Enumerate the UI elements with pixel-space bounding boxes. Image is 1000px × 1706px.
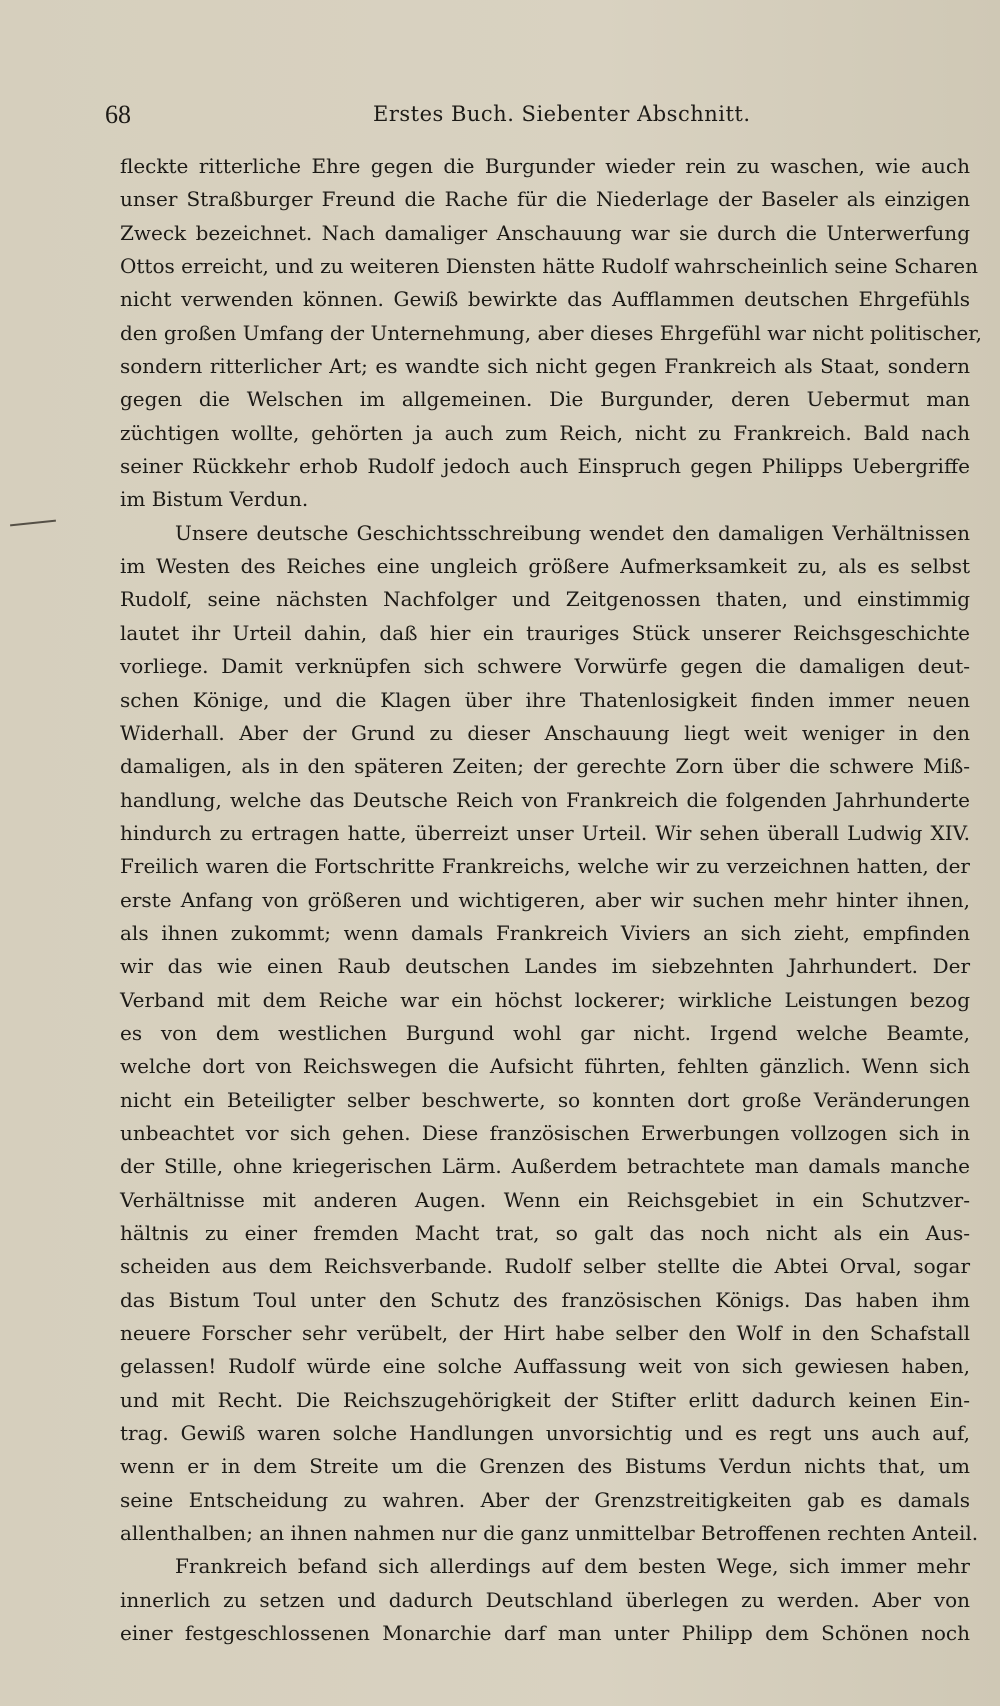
text-line: scheiden aus dem Reichsverbande. Rudolf selber stellte die Abtei Orval, sogar <box>120 1254 970 1279</box>
text-line: gegen die Welschen im allgemeinen. Die Burgunder, deren Uebermut man <box>120 387 970 412</box>
text-line: handlung, welche das Deutsche Reich von Frankreich die folgenden Jahrhunderte <box>120 787 970 812</box>
page-number: 68 <box>105 100 131 129</box>
text-line: schen Könige, und die Klagen über ihre Thatenlosigkeit finden immer neuen <box>120 687 970 712</box>
text-line: innerlich zu setzen und dadurch Deutschland überlegen zu werden. Aber von <box>120 1587 970 1612</box>
text-line: nicht ein Beteiligter selber beschwerte, so konnten dort große Veränderungen <box>120 1087 970 1112</box>
text-line: züchtigen wollte, gehörten ja auch zum Reich, nicht zu Frankreich. Bald nach <box>120 420 970 445</box>
text-line: unbeachtet vor sich gehen. Diese französischen Erwerbungen vollzogen sich in <box>120 1120 970 1145</box>
text-line: welche dort von Reichswegen die Aufsicht führten, fehlten gänzlich. Wenn sich <box>120 1054 970 1079</box>
text-line: seiner Rückkehr erhob Rudolf jedoch auch Einspruch gegen Philipps Uebergriffe <box>120 454 970 479</box>
text-line: Zweck bezeichnet. Nach damaliger Anschauung war sie durch die Unterwerfung <box>120 220 970 245</box>
text-line: lautet ihr Urteil dahin, daß hier ein trauriges Stück unserer Reichsgeschichte <box>120 620 970 645</box>
text-line: gelassen! Rudolf würde eine solche Auffassung weit von sich gewiesen haben, <box>120 1354 970 1379</box>
text-line: im Bistum Verdun. <box>120 487 309 512</box>
text-line: erste Anfang von größeren und wichtigeren, aber wir suchen mehr hinter ihnen, <box>120 887 970 912</box>
text-line: wir das wie einen Raub deutschen Landes im siebzehnten Jahrhundert. Der <box>120 954 970 979</box>
text-line: Unsere deutsche Geschichtsschreibung wendet den damaligen Verhältnissen <box>175 520 970 545</box>
text-line: wenn er in dem Streite um die Grenzen des Bistums Verdun nichts that, um <box>120 1454 970 1479</box>
text-line: das Bistum Toul unter den Schutz des französischen Königs. Das haben ihm <box>120 1287 970 1312</box>
running-head: Erstes Buch. Siebenter Abschnitt. <box>373 102 751 126</box>
text-line: neuere Forscher sehr verübelt, der Hirt habe selber den Wolf in den Schafstall <box>120 1321 970 1346</box>
text-line: damaligen, als in den späteren Zeiten; der gerechte Zorn über die schwere Miß- <box>120 754 970 779</box>
text-line: hindurch zu ertragen hatte, überreizt unser Urteil. Wir sehen überall Ludwig XIV. <box>120 820 970 845</box>
text-line: unser Straßburger Freund die Rache für die Niederlage der Baseler als einzigen <box>120 187 970 212</box>
text-line: sondern ritterlicher Art; es wandte sich nicht gegen Frankreich als Staat, sondern <box>120 354 970 379</box>
margin-pencil-mark <box>10 520 56 527</box>
text-line: es von dem westlichen Burgund wohl gar nicht. Irgend welche Beamte, <box>120 1020 970 1045</box>
text-line: als ihnen zukommt; wenn damals Frankreich Viviers an sich zieht, empfinden <box>120 920 970 945</box>
page-header <box>105 100 965 140</box>
text-line: und mit Recht. Die Reichszugehörigkeit der Stifter erlitt dadurch keinen Ein- <box>120 1387 970 1412</box>
text-line: Freilich waren die Fortschritte Frankreichs, welche wir zu verzeichnen hatten, der <box>120 854 970 879</box>
text-line: Verband mit dem Reiche war ein höchst lockerer; wirkliche Leistungen bezog <box>120 987 970 1012</box>
text-line: Widerhall. Aber der Grund zu dieser Anschauung liegt weit weniger in den <box>120 720 970 745</box>
text-line: allenthalben; an ihnen nahmen nur die ganz unmittelbar Betroffenen rechten Anteil. <box>120 1521 979 1546</box>
text-line: den großen Umfang der Unternehmung, aber dieses Ehrgefühl war nicht politischer, <box>120 320 982 345</box>
text-line: vorliege. Damit verknüpfen sich schwere Vorwürfe gegen die damaligen deut- <box>120 654 970 679</box>
text-line: im Westen des Reiches eine ungleich größere Aufmerksamkeit zu, als es selbst <box>120 554 970 579</box>
body-text <box>120 150 982 1650</box>
text-line: fleckte ritterliche Ehre gegen die Burgunder wieder rein zu waschen, wie auch <box>120 154 970 178</box>
text-line: Rudolf, seine nächsten Nachfolger und Zeitgenossen thaten, und einstimmig <box>120 587 970 612</box>
text-line: einer festgeschlossenen Monarchie darf man unter Philipp dem Schönen noch <box>120 1621 970 1646</box>
text-line: Verhältnisse mit anderen Augen. Wenn ein Reichsgebiet in ein Schutzver- <box>120 1187 970 1212</box>
text-line: Frankreich befand sich allerdings auf dem besten Wege, sich immer mehr <box>175 1554 970 1579</box>
text-line: hältnis zu einer fremden Macht trat, so galt das noch nicht als ein Aus- <box>120 1221 970 1245</box>
text-line: der Stille, ohne kriegerischen Lärm. Außerdem betrachtete man damals manche <box>120 1154 970 1179</box>
text-line: trag. Gewiß waren solche Handlungen unvorsichtig und es regt uns auch auf, <box>120 1421 970 1446</box>
text-line: Ottos erreicht, und zu weiteren Diensten hätte Rudolf wahrscheinlich seine Scharen <box>120 254 978 279</box>
text-line: seine Entscheidung zu wahren. Aber der Grenzstreitigkeiten gab es damals <box>120 1487 970 1512</box>
text-line: nicht verwenden können. Gewiß bewirkte das Aufflammen deutschen Ehrgefühls <box>120 287 970 312</box>
